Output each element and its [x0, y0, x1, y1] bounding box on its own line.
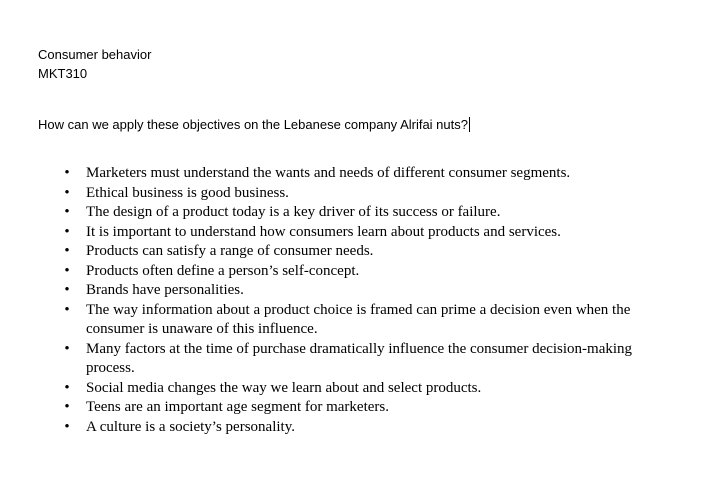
- bullet-icon: •: [64, 379, 70, 396]
- list-item-text: Social media changes the way we learn about and select products.: [86, 379, 482, 396]
- list-item: [62, 398, 662, 418]
- question-text: How can we apply these objectives on the Lebanese company Alrifai nuts?: [38, 117, 468, 132]
- list-item-text: Teens are an important age segment for marketers.: [86, 399, 389, 415]
- list-item-text: A culture is a society’s personality.: [86, 418, 295, 435]
- list-item-text: The way information about a product choice is framed can prime a decision even when the consumer is unaware of this influence.: [86, 301, 631, 337]
- list-item: [62, 203, 662, 223]
- list-item: [62, 184, 662, 204]
- text-cursor: [469, 117, 470, 132]
- document-header: [38, 45, 151, 83]
- bullet-icon: •: [64, 399, 70, 415]
- list-item: [62, 281, 662, 301]
- course-code: MKT310: [38, 66, 88, 81]
- list-item-text: Brands have personalities.: [86, 282, 244, 298]
- list-item-text: Products often define a person’s self-concept.: [86, 262, 360, 279]
- list-item: [62, 379, 662, 399]
- bullet-icon: •: [64, 301, 70, 318]
- bullet-icon: •: [64, 282, 70, 298]
- list-item-text: It is important to understand how consumers learn about products and services.: [86, 223, 561, 240]
- bullet-icon: •: [64, 243, 70, 259]
- list-item-text: Marketers must understand the wants and needs of different consumer segments.: [86, 165, 571, 181]
- list-item: [62, 262, 662, 282]
- list-item: [62, 242, 662, 262]
- question-line: [38, 115, 470, 134]
- objectives-list: [62, 164, 662, 437]
- list-item: [62, 223, 662, 243]
- bullet-icon: •: [64, 340, 70, 357]
- bullet-icon: •: [64, 262, 70, 279]
- list-item-text: Ethical business is good business.: [86, 184, 289, 201]
- bullet-icon: •: [64, 204, 70, 220]
- list-item: [62, 340, 662, 379]
- list-item: [62, 164, 662, 184]
- list-item-text: The design of a product today is a key driver of its success or failure.: [86, 204, 501, 220]
- bullet-icon: •: [64, 223, 70, 240]
- list-item: [62, 301, 662, 340]
- list-item-text: Products can satisfy a range of consumer needs.: [86, 243, 374, 259]
- list-item-text: Many factors at the time of purchase dramatically influence the consumer decision-making process.: [86, 340, 633, 376]
- list-item: [62, 418, 662, 438]
- bullet-icon: •: [64, 165, 70, 181]
- bullet-icon: •: [64, 184, 70, 201]
- course-title: Consumer behavior: [38, 47, 152, 62]
- bullet-icon: •: [64, 418, 70, 435]
